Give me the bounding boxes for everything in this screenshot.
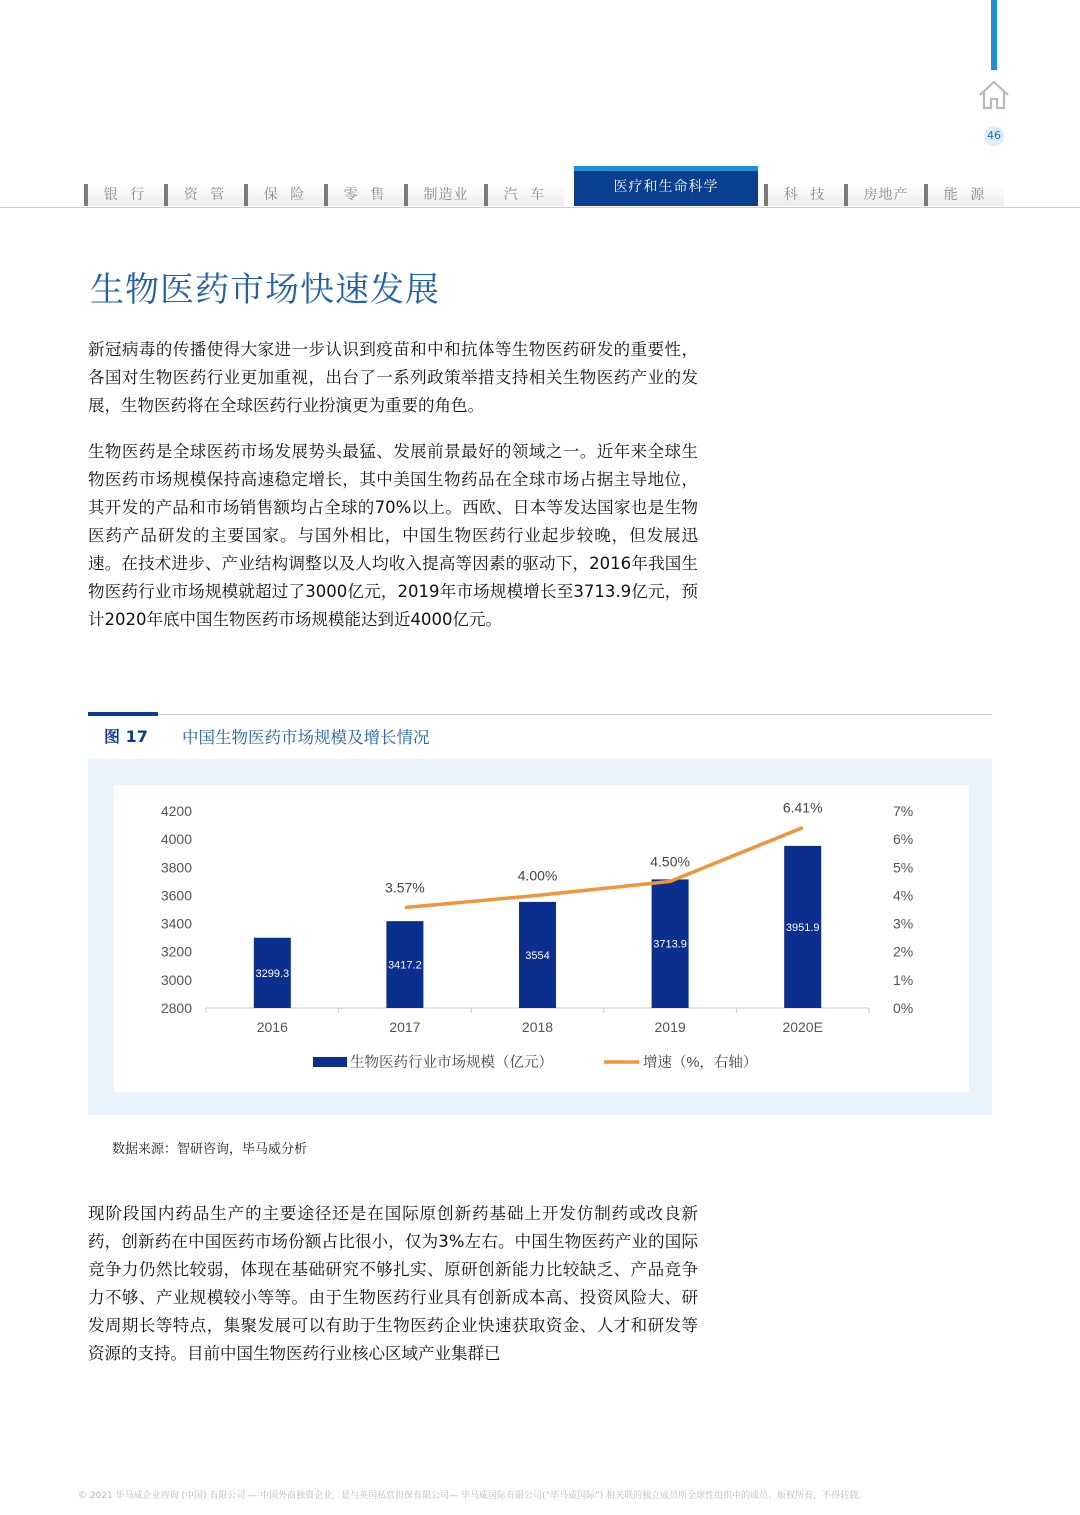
y-left-tick-label: 3200 <box>160 943 192 960</box>
y-right-tick-label: 1% <box>893 971 914 988</box>
y-right-tick-label: 2% <box>893 943 914 960</box>
paragraph-2: 生物医药是全球医药市场发展势头最猛、发展前景最好的领域之一。近年来全球生物医药市场规模保持高速稳定增长，其中美国生物药品在全球市场占据主导地位，其开发的产品和市场销售额均占全球的70%以上。西欧、日本等发达国家也是生物医药产品研发的主要国家。与国外相比，中国生物医药行业起步较晚，但发展迅速。在技术进步、产业结构调整以及人均收入提高等因素的驱动下，2016年我国生物医药行业市场规模就超过了3000亿元，2019年市场规模增长至3713.9亿元，预计2020年底中国生物医药市场规模能达到近4000亿元。 <box>88 442 698 629</box>
y-right-tick-label: 6% <box>893 831 914 848</box>
bar-value-label: 3299.3 <box>255 967 290 980</box>
figure-rule <box>158 714 992 715</box>
legend-bar-swatch <box>313 1057 347 1067</box>
bar-value-label: 3713.9 <box>653 938 687 951</box>
y-left-tick-label: 3600 <box>160 887 192 904</box>
x-tick-label: 2020E <box>782 1019 823 1035</box>
nav-divider <box>0 207 1080 208</box>
tab-automotive[interactable]: 汽 车 <box>484 184 564 206</box>
tab-healthcare-life-sciences[interactable]: 医疗和生命科学 <box>574 166 758 206</box>
legend-line-label: 增速（%，右轴） <box>643 1055 758 1071</box>
market-size-chart <box>114 785 969 1092</box>
y-right-tick-label: 3% <box>893 915 914 932</box>
growth-line <box>405 828 803 908</box>
y-left-tick-label: 3000 <box>160 971 192 988</box>
bar-value-label: 3951.9 <box>785 921 820 934</box>
bar-value-label: 3554 <box>525 949 550 962</box>
paragraph-1: 新冠病毒的传播使得大家进一步认识到疫苗和中和抗体等生物医药研发的重要性，各国对生物医药行业更加重视，出台了一系列政策举措支持相关生物医药产业的发展，生物医药将在全球医药行业扮演更为重要的角色。 <box>88 340 698 415</box>
line-value-label: 4.00% <box>517 867 558 884</box>
y-right-tick-label: 5% <box>893 859 914 876</box>
y-left-tick-label: 4000 <box>160 831 192 848</box>
x-tick-label: 2019 <box>654 1019 686 1035</box>
y-left-tick-label: 4200 <box>160 803 192 819</box>
x-tick-label: 2016 <box>256 1019 288 1035</box>
y-right-tick-label: 7% <box>893 803 914 819</box>
y-left-tick-label: 3800 <box>160 859 192 876</box>
home-icon[interactable] <box>977 78 1011 112</box>
line-value-label: 4.50% <box>650 853 690 870</box>
figure-number: 图 17 <box>104 727 148 746</box>
tab-retail[interactable]: 零 售 <box>324 184 404 206</box>
copyright-footer: © 2021 毕马威企业咨询 (中国) 有限公司 — 中国外商独资企业，是与英国私营担保有限公司— 毕马威国际有限公司(“毕马威国际”) 相关联的独立成员所全球性组织中的成员。版权所有，不得转载。 <box>78 1491 868 1501</box>
figure-source: 数据来源：智研咨询，毕马威分析 <box>112 1142 308 1157</box>
figure-rule-accent <box>88 712 158 716</box>
line-value-label: 6.41% <box>782 799 823 816</box>
x-tick-label: 2018 <box>521 1019 554 1035</box>
page-number: 46 <box>984 126 1004 146</box>
bar-value-label: 3417.2 <box>388 959 422 972</box>
top-accent-bar <box>991 0 997 70</box>
paragraph-3: 现阶段国内药品生产的主要途径还是在国际原创新药基础上开发仿制药或改良新药，创新药在中国医药市场份额占比很小，仅为3%左右。中国生物医药产业的国际竞争力仍然比较弱，体现在基础研究不够扎实、原研创新能力比较缺乏、产品竞争力不够、产业规模较小等等。由于生物医药行业具有创新成本高、投资风险大、研发周期长等特点，集聚发展可以有助于生物医药企业快速获取资金、人才和研发等资源的支持。目前中国生物医药行业核心区域产业集群已 <box>88 1204 698 1363</box>
y-left-tick-label: 3400 <box>160 915 192 932</box>
line-value-label: 3.57% <box>385 879 425 896</box>
y-right-tick-label: 4% <box>893 887 914 904</box>
y-right-tick-label: 0% <box>893 1000 914 1016</box>
tab-insurance[interactable]: 保 险 <box>244 184 324 206</box>
tab-technology[interactable]: 科 技 <box>764 184 844 206</box>
x-tick-label: 2017 <box>389 1019 421 1035</box>
tab-real-estate[interactable]: 房地产 <box>844 184 924 206</box>
y-left-tick-label: 2800 <box>160 1000 192 1016</box>
legend-bar-label: 生物医药行业市场规模（亿元） <box>350 1055 553 1071</box>
figure-title: 中国生物医药市场规模及增长情况 <box>182 728 430 747</box>
tab-manufacturing[interactable]: 制造业 <box>404 184 484 206</box>
tab-energy[interactable]: 能 源 <box>924 184 1004 206</box>
tab-asset-management[interactable]: 资 管 <box>164 184 244 206</box>
article-title: 生物医药市场快速发展 <box>90 270 440 310</box>
tab-banking[interactable]: 银 行 <box>84 184 164 206</box>
